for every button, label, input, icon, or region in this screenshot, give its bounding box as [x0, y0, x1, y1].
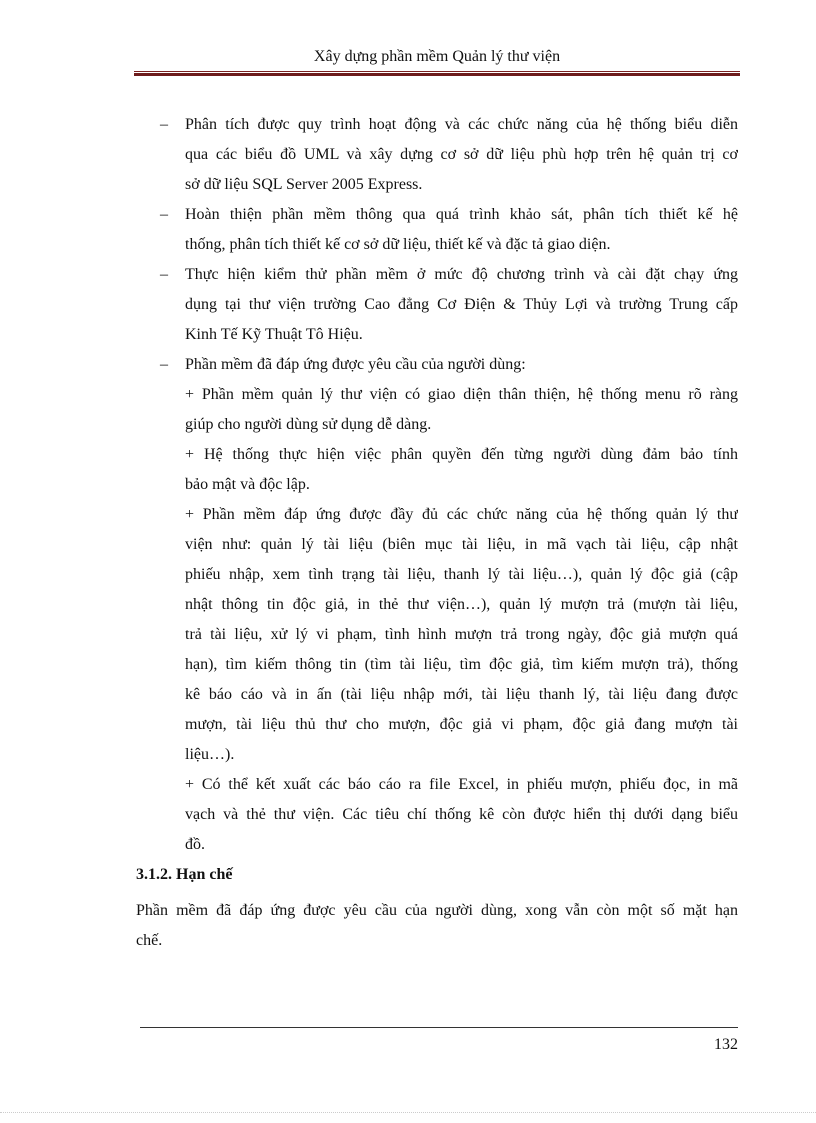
text-line: Phần mềm đã đáp ứng được yêu cầu của người dùng:: [185, 356, 526, 373]
page-edge: [0, 1112, 816, 1113]
text-line: + Hệ thống thực hiện việc phân quyền đến từng người dùng đảm bảo tính: [185, 446, 738, 463]
bullet-item: [136, 110, 738, 200]
text-line: giúp cho người dùng sử dụng dễ dàng.: [185, 416, 432, 433]
text-line: Thực hiện kiểm thử phần mềm ở mức độ chương trình và cài đặt chạy ứng: [185, 266, 738, 283]
text-line: viện như: quản lý tài liệu (biên mục tài liệu, in mã vạch tài liệu, cập nhật: [185, 536, 738, 553]
text-line: Kinh Tế Kỹ Thuật Tô Hiệu.: [185, 326, 363, 343]
text-line: trả tài liệu, xử lý vi phạm, tình hình mượn trả trong ngày, độc giả mượn quá: [185, 626, 738, 643]
text-line: Hoàn thiện phần mềm thông qua quá trình khảo sát, phân tích thiết kế hệ: [185, 206, 738, 223]
text-line: bảo mật và độc lập.: [185, 476, 310, 493]
text-line: + Phần mềm đáp ứng được đầy đủ các chức năng của hệ thống quản lý thư: [185, 506, 738, 523]
text-line: Phân tích được quy trình hoạt động và các chức năng của hệ thống biểu diễn: [185, 116, 738, 133]
text-line: nhật thông tin độc giả, in thẻ thư viện…), quản lý mượn trả (mượn tài liệu,: [185, 596, 738, 613]
text-line: sở dữ liệu SQL Server 2005 Express.: [185, 176, 423, 193]
text-line: đồ.: [185, 836, 205, 853]
text-line: mượn, tài liệu thủ thư cho mượn, độc giả vi phạm, độc giả đang mượn tài: [185, 716, 738, 733]
sub-item: [136, 770, 738, 860]
sub-item: [136, 380, 738, 440]
text-line: qua các biểu đồ UML và xây dựng cơ sở dữ liệu phù hợp trên hệ quản trị cơ: [185, 146, 738, 163]
text-line: kê báo cáo và in ấn (tài liệu nhập mới, tài liệu thanh lý, tài liệu đang được: [185, 686, 738, 703]
sub-item: [136, 500, 738, 770]
page-header-title: Xây dựng phần mềm Quản lý thư viện: [313, 48, 561, 65]
footer-rule: [140, 1027, 738, 1028]
text-line: vạch và thẻ thư viện. Các tiêu chí thống kê còn được hiển thị dưới dạng biểu: [185, 806, 738, 823]
sub-item: [136, 440, 738, 500]
page-body: [136, 110, 738, 956]
text-line: dụng tại thư viện trường Cao đẳng Cơ Điện & Thủy Lợi và trường Trung cấp: [185, 296, 738, 313]
section-paragraph: [136, 896, 738, 956]
bullet-dash: –: [160, 206, 168, 223]
text-line: liệu…).: [185, 746, 235, 763]
page-number: 132: [714, 1036, 738, 1053]
text-line: thống, phân tích thiết kế cơ sở dữ liệu, thiết kế và đặc tả giao diện.: [185, 236, 611, 253]
header-rule-thin: [134, 71, 740, 72]
section-heading: 3.1.2. Hạn chế: [136, 866, 233, 883]
header-rule-thick: [134, 73, 740, 76]
bullet-item: [136, 260, 738, 350]
text-line: phiếu nhập, xem tình trạng tài liệu, thanh lý tài liệu…), quản lý độc giả (cập: [185, 566, 738, 583]
text-line: chế.: [136, 932, 163, 949]
text-line: + Có thể kết xuất các báo cáo ra file Excel, in phiếu mượn, phiếu đọc, in mã: [185, 776, 738, 793]
bullet-item: [136, 350, 738, 380]
text-line: hạn), tìm kiếm thông tin (tìm tài liệu, tìm độc giả, tìm kiếm mượn trả), thống: [185, 656, 738, 673]
text-line: Phần mềm đã đáp ứng được yêu cầu của người dùng, xong vẫn còn một số mặt hạn: [136, 902, 738, 919]
bullet-item: [136, 200, 738, 260]
bullet-dash: –: [160, 356, 168, 373]
text-line: + Phần mềm quản lý thư viện có giao diện thân thiện, hệ thống menu rõ ràng: [185, 386, 738, 403]
bullet-dash: –: [160, 266, 168, 283]
bullet-dash: –: [160, 116, 168, 133]
